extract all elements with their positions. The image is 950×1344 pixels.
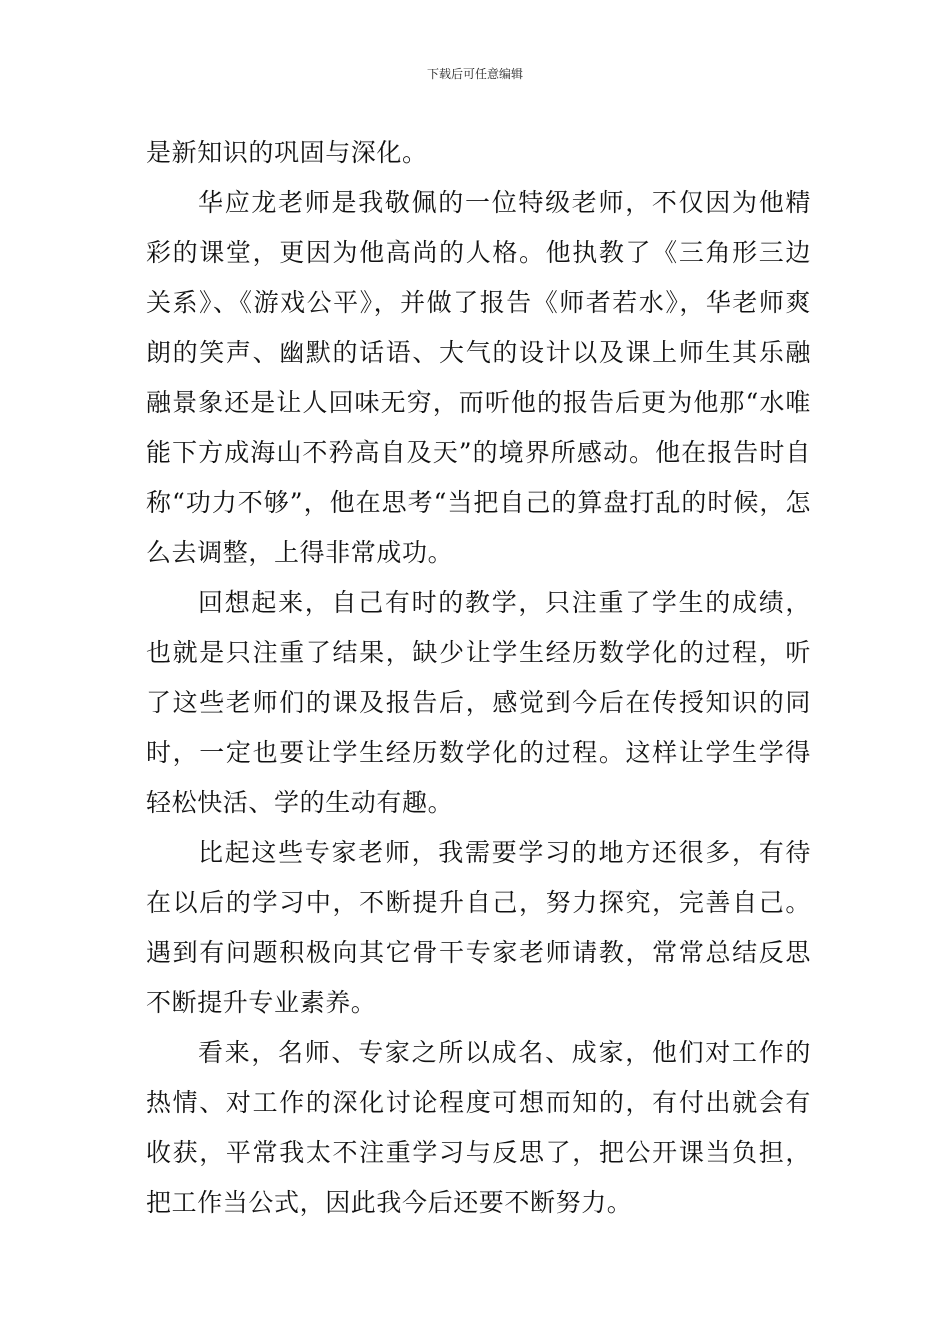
page-header: 下载后可任意编辑 (426, 67, 523, 81)
paragraph-reflection: 回想起来，自己有时的教学，只注重了学生的成绩，也就是只注重了结果，缺少让学生经历数学化的过程，听了这些老师们的课及报告后，感觉到今后在传授知识的同时，一定也要让学生经历数学化的过程。这样让学生学得轻松快活、学的生动有趣。 (146, 588, 811, 817)
paragraph-conclusion: 看来，名师、专家之所以成名、成家，他们对工作的热情、对工作的深化讨论程度可想而知的，有付出就会有收获，平常我太不注重学习与反思了，把公开课当负担，把工作当公式，因此我今后还要不断努力。 (146, 1038, 811, 1217)
paragraph-continuation: 是新知识的巩固与深化。 (146, 138, 428, 167)
document-body (146, 128, 811, 1228)
paragraph-learning-goals: 比起这些专家老师，我需要学习的地方还很多，有待在以后的学习中，不断提升自己，努力探究，完善自己。遇到有问题积极向其它骨干专家老师请教，常常总结反思不断提升专业素养。 (146, 838, 811, 1017)
paragraph-hua-yinglong: 华应龙老师是我敬佩的一位特级老师，不仅因为他精彩的课堂，更因为他高尚的人格。他执教了《三角形三边关系》、《游戏公平》，并做了报告《师者若水》，华老师爽朗的笑声、幽默的话语、大气的设计以及课上师生其乐融融景象还是让人回味无穷，而听他的报告后更为他那“水唯能下方成海山不矜高自及天”的境界所感动。他在报告时自称“功力不够”，他在思考“当把自己的算盘打乱的时候，怎么去调整，上得非常成功。 (146, 188, 811, 567)
